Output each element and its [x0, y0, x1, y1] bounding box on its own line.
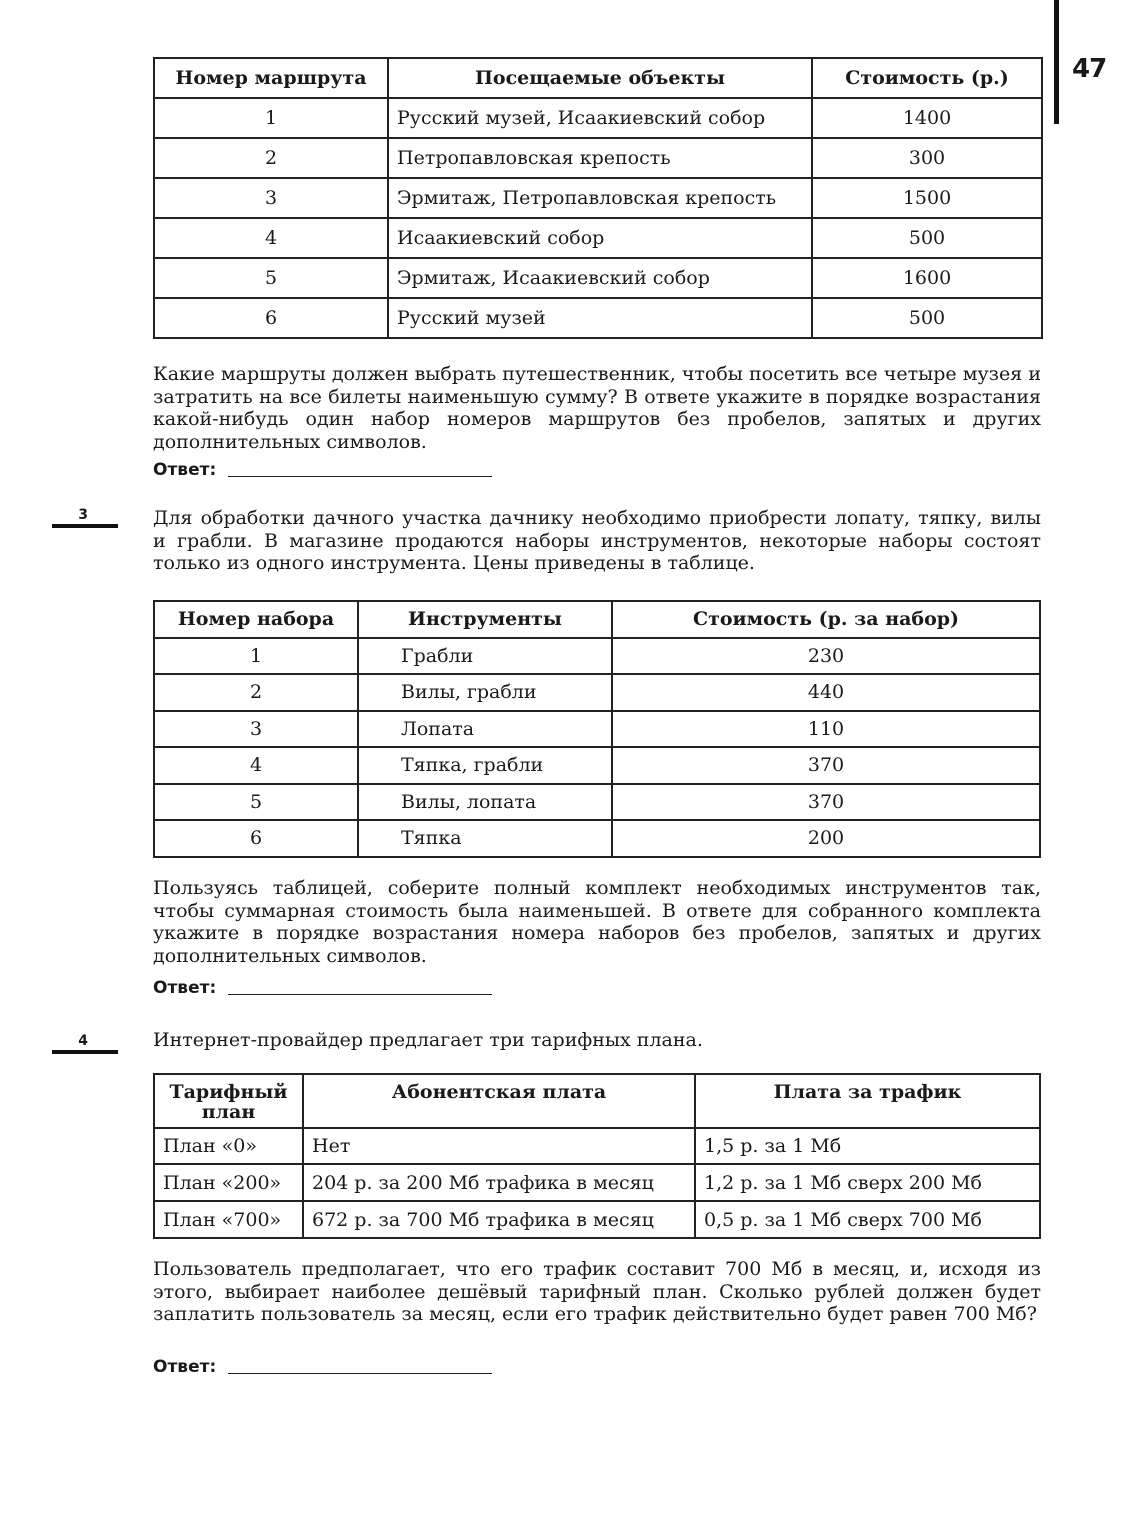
table-cell: План «200» [154, 1164, 303, 1201]
table-cell: Русский музей [388, 298, 812, 338]
column-header: Плата за трафик [695, 1074, 1040, 1128]
table-row [154, 258, 1042, 298]
table-row [154, 711, 1040, 748]
table-row [154, 638, 1040, 675]
table-cell: 110 [612, 711, 1040, 748]
answer-line[interactable] [228, 475, 492, 477]
task-number-marker [52, 1032, 118, 1054]
table-row [154, 98, 1042, 138]
answer-label: Ответ: [153, 460, 217, 480]
table-cell: Русский музей, Исаакиевский собор [388, 98, 812, 138]
table-header-row [154, 601, 1040, 638]
table-row [154, 784, 1040, 821]
table-cell: 500 [812, 298, 1042, 338]
table-cell: Вилы, грабли [358, 674, 612, 711]
table-cell: 2 [154, 138, 388, 178]
column-header: Абонентская плата [303, 1074, 695, 1128]
table-cell: 1600 [812, 258, 1042, 298]
table-row [154, 747, 1040, 784]
task3-intro: Для обработки дачного участка дачнику необходимо приобрести лопату, тяпку, вилы и грабли. В магазине продаются наборы инструментов, некоторые наборы состоят только из одного инструмента. Цены приведены в таблице. [153, 507, 1041, 574]
table-cell: Исаакиевский собор [388, 218, 812, 258]
table-row [154, 1164, 1040, 1201]
column-header: Посещаемые объекты [388, 58, 812, 98]
table-cell: 5 [154, 784, 358, 821]
table-cell: План «0» [154, 1128, 303, 1164]
task-number-marker [52, 506, 118, 528]
table-cell: Лопата [358, 711, 612, 748]
table-cell: 2 [154, 674, 358, 711]
task4-question: Пользователь предполагает, что его трафик составит 700 Мб в месяц, и, исходя из этого, выбирает наиболее дешёвый тарифный план. Сколько рублей должен будет заплатить пользователь за месяц, если его трафик действительно будет равен 700 Мб? [153, 1258, 1041, 1325]
table-cell: 300 [812, 138, 1042, 178]
table-row [154, 820, 1040, 857]
column-header: Инструменты [358, 601, 612, 638]
column-header: Стоимость (р. за набор) [612, 601, 1040, 638]
answer-field [153, 1357, 492, 1377]
table-row [154, 1128, 1040, 1164]
table-cell: 1 [154, 638, 358, 675]
table-cell: Нет [303, 1128, 695, 1164]
table-cell: Петропавловская крепость [388, 138, 812, 178]
routes-table [153, 57, 1043, 339]
table-cell: Эрмитаж, Исаакиевский собор [388, 258, 812, 298]
answer-label: Ответ: [153, 978, 217, 998]
answer-field [153, 978, 492, 998]
tariff-table [153, 1073, 1041, 1239]
table-cell: 4 [154, 747, 358, 784]
table-cell: 6 [154, 820, 358, 857]
answer-field [153, 460, 492, 480]
table-cell: 500 [812, 218, 1042, 258]
table-cell: 4 [154, 218, 388, 258]
table-row [154, 1201, 1040, 1238]
table-cell: Тяпка, грабли [358, 747, 612, 784]
table-cell: 3 [154, 711, 358, 748]
table-header-row [154, 58, 1042, 98]
table-cell: 0,5 р. за 1 Мб сверх 700 Мб [695, 1201, 1040, 1238]
page-number: 47 [1072, 54, 1107, 84]
column-header: Тарифный план [154, 1074, 303, 1128]
tools-table [153, 600, 1041, 858]
table-cell: 1,5 р. за 1 Мб [695, 1128, 1040, 1164]
table-cell: 1400 [812, 98, 1042, 138]
answer-label: Ответ: [153, 1357, 217, 1377]
answer-line[interactable] [228, 993, 492, 995]
table-cell: 672 р. за 700 Мб трафика в месяц [303, 1201, 695, 1238]
table-cell: 1,2 р. за 1 Мб сверх 200 Мб [695, 1164, 1040, 1201]
table-cell: 370 [612, 784, 1040, 821]
table-cell: Грабли [358, 638, 612, 675]
table-cell: 5 [154, 258, 388, 298]
table-cell: Тяпка [358, 820, 612, 857]
table-cell: 6 [154, 298, 388, 338]
table-cell: 1 [154, 98, 388, 138]
task-number: 3 [78, 507, 88, 523]
page-edge-mark [1054, 0, 1059, 124]
table-row [154, 178, 1042, 218]
answer-line[interactable] [228, 1372, 492, 1374]
table-cell: 204 р. за 200 Мб трафика в месяц [303, 1164, 695, 1201]
table-cell: 370 [612, 747, 1040, 784]
table-row [154, 218, 1042, 258]
task-number: 4 [78, 1033, 88, 1049]
column-header: Стоимость (р.) [812, 58, 1042, 98]
table-cell: 3 [154, 178, 388, 218]
table-cell: 1500 [812, 178, 1042, 218]
column-header: Номер набора [154, 601, 358, 638]
task3-question: Пользуясь таблицей, соберите полный комплект необходимых инструментов так, чтобы суммарная стоимость была наименьшей. В ответе для собранного комплекта укажите в порядке возрастания номера наборов без пробелов, запятых и других дополнительных символов. [153, 877, 1041, 967]
table-header-row [154, 1074, 1040, 1128]
table-cell: 200 [612, 820, 1040, 857]
table-cell: Вилы, лопата [358, 784, 612, 821]
table-cell: 230 [612, 638, 1040, 675]
table-cell: 440 [612, 674, 1040, 711]
table-cell: Эрмитаж, Петропавловская крепость [388, 178, 812, 218]
table-row [154, 138, 1042, 178]
column-header: Номер маршрута [154, 58, 388, 98]
table-cell: План «700» [154, 1201, 303, 1238]
task2-question: Какие маршруты должен выбрать путешественник, чтобы посетить все четыре музея и затратить на все билеты наименьшую сумму? В ответе укажите в порядке возрастания какой-нибудь один набор номеров маршрутов без пробелов, запятых и других дополнительных символов. [153, 363, 1041, 453]
table-row [154, 298, 1042, 338]
table-row [154, 674, 1040, 711]
task4-intro: Интернет-провайдер предлагает три тарифных плана. [153, 1029, 703, 1051]
